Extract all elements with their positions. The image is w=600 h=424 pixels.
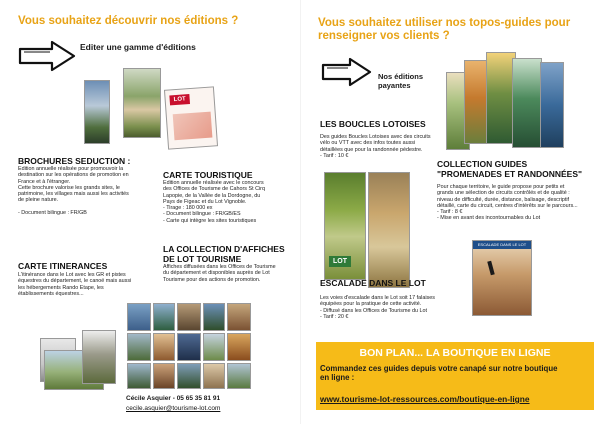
carte-touristique-title: CARTE TOURISTIQUE bbox=[163, 170, 253, 180]
poster-6 bbox=[127, 333, 151, 361]
bon-plan-text: Commandez ces guides depuis votre canapé sur notre boutique en ligne : bbox=[320, 364, 558, 382]
poster-12 bbox=[153, 363, 175, 389]
carte-touristique-cover-thumb bbox=[123, 68, 161, 138]
collection-text: Pour chaque territoire, le guide propose pour petits et grands une sélection de circuits contrôlés et de qualité : niveau de difficulté, durée, distance, balisage, descriptif détaillé, carte du circuit, centres d'intérêts sur le parcours... - Tarif : 8 € - Mise en avant des incontournables du Lot bbox=[437, 184, 578, 222]
poster-8 bbox=[177, 333, 201, 361]
lot-badge: LOT bbox=[169, 94, 190, 105]
contact-email-link[interactable]: cecile.asquier@tourisme-lot.com bbox=[126, 405, 221, 412]
poster-1 bbox=[127, 303, 151, 331]
page-divider bbox=[300, 0, 301, 424]
poster-dolmen bbox=[82, 330, 116, 384]
right-heading: Vous souhaitez utiliser nos topos-guides pour renseigner vos clients ? bbox=[318, 17, 571, 42]
gamme-label: Editer une gamme d'éditions bbox=[80, 42, 196, 52]
poster-5 bbox=[227, 303, 251, 331]
boucles-title: LES BOUCLES LOTOISES bbox=[320, 119, 426, 129]
poster-2 bbox=[153, 303, 175, 331]
arrow-right-icon bbox=[16, 40, 78, 72]
poster-3 bbox=[177, 303, 201, 331]
guide-cover-4 bbox=[512, 58, 542, 148]
poster-13 bbox=[177, 363, 201, 389]
collection-title: COLLECTION GUIDES "PROMENADES ET RANDONNÉES" bbox=[437, 159, 583, 179]
escalade-text: Les voies d'escalade dans le Lot soit 17 falaises équipées pour la pratique de cette activité. - Diffusé dans les Offices de Tourisme du Lot - Tarif : 20 € bbox=[320, 295, 435, 320]
bon-plan-title: BON PLAN... LA BOUTIQUE EN LIGNE bbox=[359, 347, 551, 359]
brochures-text: Edition annuelle réalisée pour promouvoir la destination sur les opérations de promotion en France et à l'étranger. Cette brochure valorise les grands sites, le patrimoine, les villages mais aussi les activités de pleine nature. - Document bilingue : FR/GB bbox=[18, 166, 129, 216]
affiches-title: LA COLLECTION D'AFFICHES DE LOT TOURISME bbox=[163, 244, 285, 264]
poster-9 bbox=[203, 333, 225, 361]
left-heading: Vous souhaitez découvrir nos éditions ? bbox=[18, 15, 239, 27]
poster-7 bbox=[153, 333, 175, 361]
poster-15 bbox=[227, 363, 251, 389]
brochure-cover-thumb bbox=[84, 80, 110, 144]
poster-11 bbox=[127, 363, 151, 389]
guide-cover-5 bbox=[540, 62, 564, 148]
arrow-right-icon-2 bbox=[320, 57, 374, 87]
carte-touristique-text: Edition annuelle réalisée avec le concours des Offices de Tourisme de Cahors St Cirq Lapopie, de la Vallée de la Dordogne, du Pays de Figeac et du Lot Vignoble. - Tirage : 180 000 ex - Document bilingue : FR/GB/ES - Carte qui intègre les sites touristiques bbox=[163, 180, 265, 224]
poster-10 bbox=[227, 333, 251, 361]
itinerance-cover-thumb bbox=[164, 86, 218, 149]
itinerances-title: CARTE ITINERANCES bbox=[18, 261, 108, 271]
itinerances-text: L'itinérance dans le Lot avec les GR et pistes équestres du département, le canoë mais aussi les hébergements Rando Etape, les établissements équestres... bbox=[18, 272, 132, 297]
escalade-cover: ESCALADE DANS LE LOT bbox=[472, 240, 532, 316]
brochures-title: BROCHURES SEDUCTION : bbox=[18, 156, 131, 166]
affiches-text: Affiches diffusées dans les Offices de Tourisme du département et disponibles auprès de Lot Tourisme pour des actions de promotion. bbox=[163, 264, 276, 283]
escalade-title: ESCALADE DANS LE LOT bbox=[320, 278, 426, 288]
contact-name: Cécile Asquier - 05 65 35 81 91 bbox=[126, 395, 221, 402]
poster-4 bbox=[203, 303, 225, 331]
boucles-cover-right bbox=[368, 172, 410, 288]
boucles-cover-left: LOT bbox=[324, 172, 366, 280]
boutique-link[interactable]: www.tourisme-lot-ressources.com/boutique-en-ligne bbox=[320, 394, 530, 404]
poster-14 bbox=[203, 363, 225, 389]
boucles-text: Des guides Boucles Lotoises avec des circuits vélo ou VTT avec des infos toutes aussi détaillées que pour la randonnée pédestre. - Tarif : 10 € bbox=[320, 134, 431, 159]
editions-payantes-label: Nos éditions payantes bbox=[378, 72, 424, 90]
